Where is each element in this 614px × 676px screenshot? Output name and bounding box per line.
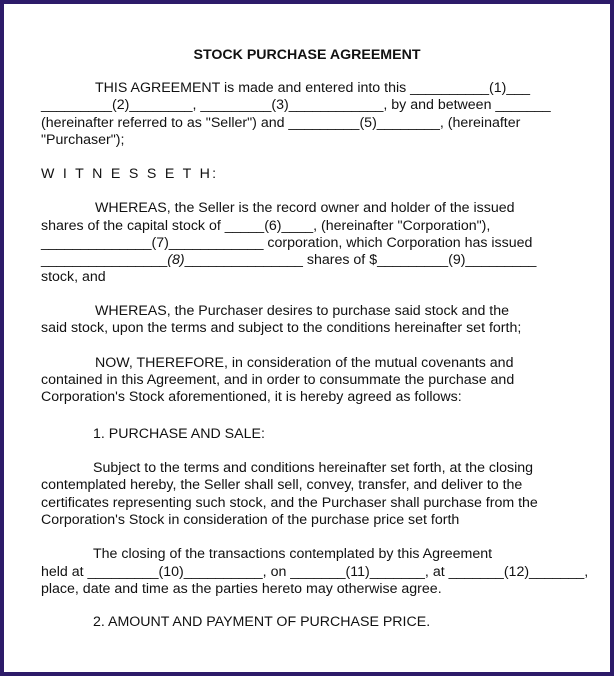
section1-para1-line-3: certificates representing such stock, and the Purchaser shall purchase from the bbox=[41, 495, 538, 511]
intro-line-1: THIS AGREEMENT is made and entered into this __________(1)___ bbox=[95, 80, 531, 96]
field-number-8: (8) bbox=[167, 252, 185, 268]
whereas1-line-2: shares of the capital stock of _____(6)____, (hereinafter "Corporation"), bbox=[41, 218, 491, 234]
now-therefore-line-1: NOW, THEREFORE, in consideration of the mutual covenants and bbox=[95, 355, 514, 371]
whereas2-line-1: WHEREAS, the Purchaser desires to purchase said stock and the bbox=[95, 303, 510, 319]
section1-para2-line-1: The closing of the transactions contemplated by this Agreement bbox=[93, 546, 493, 562]
section1-para1-line-2: contemplated hereby, the Seller shall sell, convey, transfer, and deliver to the bbox=[41, 477, 523, 493]
witnesseth-heading: W I T N E S S E T H: bbox=[41, 166, 219, 182]
section1-para2-line-3: place, date and time as the parties hereto may otherwise agree. bbox=[41, 581, 442, 597]
now-therefore-line-2: contained in this Agreement, and in order to consummate the purchase and bbox=[41, 372, 515, 388]
intro-line-2: _________(2)________, _________(3)____________, by and between _______ bbox=[41, 97, 551, 113]
document-title: STOCK PURCHASE AGREEMENT bbox=[193, 47, 421, 63]
section1-heading: 1. PURCHASE AND SALE: bbox=[93, 426, 265, 442]
section1-para1-line-4: Corporation's Stock in consideration of the purchase price set forth bbox=[41, 512, 460, 528]
section1-para2-line-2: held at _________(10)__________, on _______(11)_______, at _______(12)_______, bbox=[41, 564, 589, 580]
whereas2-line-2: said stock, upon the terms and subject to the conditions hereinafter set forth; bbox=[41, 320, 522, 336]
whereas1-line-1: WHEREAS, the Seller is the record owner and holder of the issued bbox=[95, 200, 515, 216]
whereas1-line-4 bbox=[41, 252, 536, 269]
whereas1-line-3: ______________(7)____________ corporation, which Corporation has issued bbox=[41, 235, 533, 251]
blank-8-after: _______________ shares of $_________(9)_________ bbox=[184, 252, 537, 268]
intro-line-3: (hereinafter referred to as "Seller") and _________(5)________, (hereinafter bbox=[41, 115, 521, 131]
intro-line-4: "Purchaser"); bbox=[41, 132, 125, 148]
now-therefore-line-3: Corporation's Stock aforementioned, it is hereby agreed as follows: bbox=[41, 389, 462, 405]
blank-8-before: ________________ bbox=[41, 252, 168, 268]
section2-heading: 2. AMOUNT AND PAYMENT OF PURCHASE PRICE. bbox=[93, 614, 431, 630]
whereas1-line-5: stock, and bbox=[41, 269, 106, 285]
section1-para1-line-1: Subject to the terms and conditions hereinafter set forth, at the closing bbox=[93, 460, 534, 476]
